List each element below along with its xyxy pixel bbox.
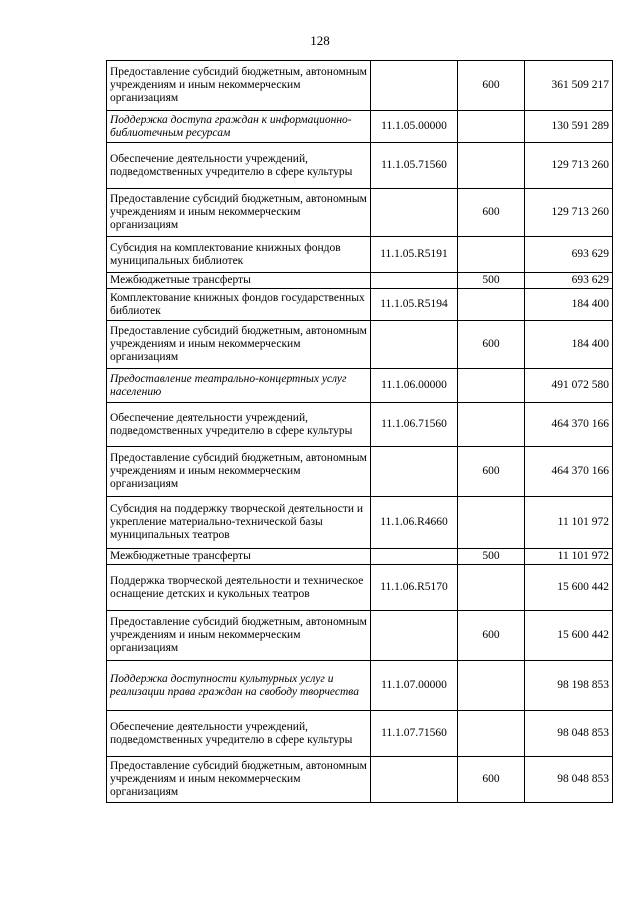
amount-cell: 361 509 217 [525,61,613,111]
expense-type-cell [458,237,525,273]
name-cell: Предоставление субсидий бюджетным, автономным учреждениям и иным некоммерческим организациям [107,611,371,661]
expense-type-cell: 600 [458,611,525,661]
code-cell: 11.1.06.00000 [371,369,458,403]
amount-cell: 464 370 166 [525,403,613,447]
name-cell: Субсидия на поддержку творческой деятельности и укрепление материально-технической базы муниципальных театров [107,497,371,549]
code-cell [371,611,458,661]
name-cell: Межбюджетные трансферты [107,549,371,565]
table-row [107,61,613,111]
table-row [107,757,613,803]
name-cell: Предоставление театрально-концертных услуг населению [107,369,371,403]
table-row [107,403,613,447]
code-cell [371,189,458,237]
expense-type-cell [458,403,525,447]
amount-cell: 11 101 972 [525,549,613,565]
code-cell [371,321,458,369]
expense-type-cell [458,565,525,611]
amount-cell: 15 600 442 [525,611,613,661]
code-cell: 11.1.05.71560 [371,143,458,189]
expense-type-cell [458,711,525,757]
expense-type-cell: 600 [458,189,525,237]
name-cell: Предоставление субсидий бюджетным, автономным учреждениям и иным некоммерческим организациям [107,321,371,369]
expense-type-cell [458,289,525,321]
amount-cell: 129 713 260 [525,189,613,237]
amount-cell: 98 048 853 [525,711,613,757]
name-cell: Обеспечение деятельности учреждений, подведомственных учредителю в сфере культуры [107,711,371,757]
name-cell: Предоставление субсидий бюджетным, автономным учреждениям и иным некоммерческим организациям [107,61,371,111]
code-cell: 11.1.05.R5194 [371,289,458,321]
name-cell: Предоставление субсидий бюджетным, автономным учреждениям и иным некоммерческим организациям [107,189,371,237]
expense-type-cell [458,497,525,549]
code-cell: 11.1.06.71560 [371,403,458,447]
code-cell: 11.1.07.71560 [371,711,458,757]
table-row [107,711,613,757]
code-cell [371,273,458,289]
table-row [107,111,613,143]
table-row [107,549,613,565]
amount-cell: 11 101 972 [525,497,613,549]
expense-type-cell: 500 [458,549,525,565]
expense-type-cell: 500 [458,273,525,289]
expense-type-cell: 600 [458,757,525,803]
amount-cell: 15 600 442 [525,565,613,611]
code-cell: 11.1.06.R5170 [371,565,458,611]
code-cell: 11.1.05.R5191 [371,237,458,273]
amount-cell: 464 370 166 [525,447,613,497]
expense-type-cell [458,111,525,143]
expense-type-cell: 600 [458,321,525,369]
name-cell: Субсидия на комплектование книжных фондов муниципальных библиотек [107,237,371,273]
amount-cell: 184 400 [525,289,613,321]
amount-cell: 129 713 260 [525,143,613,189]
name-cell: Обеспечение деятельности учреждений, подведомственных учредителю в сфере культуры [107,143,371,189]
code-cell [371,61,458,111]
code-cell: 11.1.07.00000 [371,661,458,711]
table-row [107,321,613,369]
budget-table-body [107,61,613,803]
name-cell: Поддержка доступности культурных услуг и реализации права граждан на свободу творчества [107,661,371,711]
code-cell: 11.1.05.00000 [371,111,458,143]
code-cell [371,757,458,803]
code-cell: 11.1.06.R4660 [371,497,458,549]
table-row [107,189,613,237]
table-row [107,369,613,403]
amount-cell: 130 591 289 [525,111,613,143]
amount-cell: 693 629 [525,237,613,273]
table-row [107,447,613,497]
name-cell: Поддержка творческой деятельности и техническое оснащение детских и кукольных театров [107,565,371,611]
table-row [107,289,613,321]
table-row [107,611,613,661]
name-cell: Межбюджетные трансферты [107,273,371,289]
expense-type-cell: 600 [458,61,525,111]
budget-table [106,60,613,803]
amount-cell: 98 048 853 [525,757,613,803]
amount-cell: 693 629 [525,273,613,289]
page-number: 128 [310,33,330,48]
table-row [107,237,613,273]
expense-type-cell [458,369,525,403]
name-cell: Комплектование книжных фондов государственных библиотек [107,289,371,321]
name-cell: Предоставление субсидий бюджетным, автономным учреждениям и иным некоммерческим организациям [107,757,371,803]
table-row [107,273,613,289]
expense-type-cell [458,143,525,189]
amount-cell: 184 400 [525,321,613,369]
name-cell: Предоставление субсидий бюджетным, автономным учреждениям и иным некоммерческим организациям [107,447,371,497]
code-cell [371,447,458,497]
expense-type-cell: 600 [458,447,525,497]
code-cell [371,549,458,565]
name-cell: Поддержка доступа граждан к информационно-библиотечным ресурсам [107,111,371,143]
amount-cell: 98 198 853 [525,661,613,711]
table-row [107,661,613,711]
expense-type-cell [458,661,525,711]
table-row [107,497,613,549]
table-row [107,143,613,189]
table-row [107,565,613,611]
name-cell: Обеспечение деятельности учреждений, подведомственных учредителю в сфере культуры [107,403,371,447]
amount-cell: 491 072 580 [525,369,613,403]
